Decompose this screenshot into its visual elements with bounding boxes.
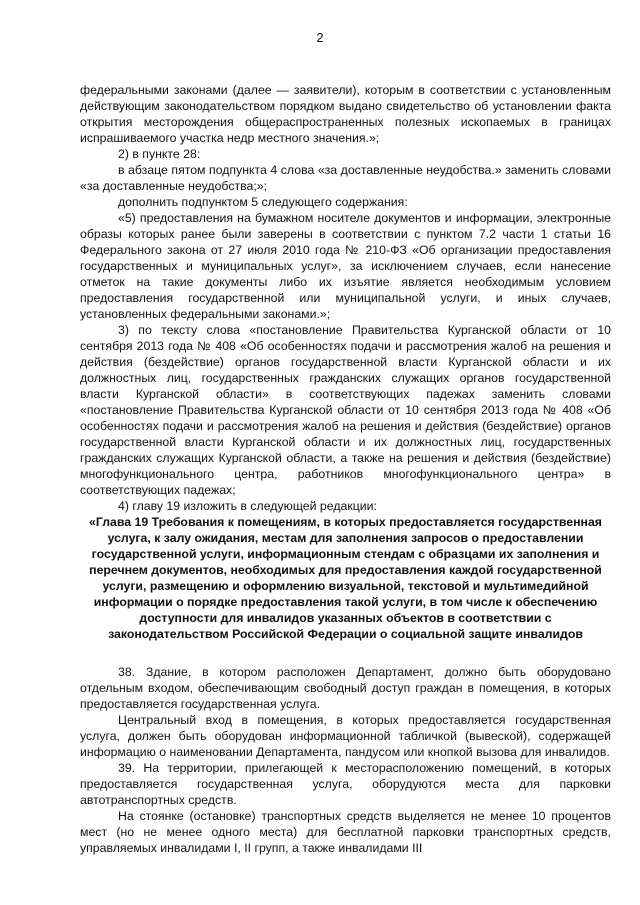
paragraph: На стоянке (остановке) транспортных средств выделяется не менее 10 процентов мест (но не менее одного места) для бесплатной парковки транспортных средств, управляемых инвалидами I, II групп, а также инвалидами III (80, 809, 611, 855)
paragraph: федеральными законами (далее — заявители), которым в соответствии с установленным действующим законодательством порядком выдано свидетельство об установлении факта открытия месторождения общераспространенных полезных ископаемых в границах испрашиваемого участка недр местного значения.»; (80, 83, 611, 145)
section-spacer (80, 642, 611, 664)
page-number: 2 (316, 30, 324, 45)
paragraph: 39. На территории, прилегающей к месторасположению помещений, в которых предоставляется государственная услуга, оборудуются места для парковки автотранспортных средств. (80, 761, 611, 807)
paragraph: дополнить подпунктом 5 следующего содержания: (118, 195, 408, 209)
paragraph: 3) по тексту слова «постановление Правительства Курганской области от 10 сентября 2013 года № 408 «Об особенностях подачи и рассмотрения жалоб на решения и действия (бездействие) органов государственной власти Курганской области и их должностных лиц, государственных гражданских служащих органов государственной власти Курганской области» в соответствующих падежах заменить словами «постановление Правительства Курганской области от 10 сентября 2013 года № 408 «Об особенностях подачи и рассмотрения жалоб на решения и действия (бездействие) органов государственной власти Курганской области и их должностных лиц, государственных гражданских служащих Курганской области, а также на решения и действия (бездействие) многофункционального центра, работников многофункционального центра» в соответствующих падежах; (80, 323, 611, 497)
paragraph: 38. Здание, в котором расположен Департамент, должно быть оборудовано отдельным входом, обеспечивающим свободный доступ граждан в помещения, в которых предоставляется государственная услуга. (80, 665, 611, 711)
paragraph: Центральный вход в помещения, в которых предоставляется государственная услуга, должен быть оборудован информационной табличкой (вывеской), содержащей информацию о наименовании Департамента, пандусом или кнопкой вызова для инвалидов. (80, 713, 611, 759)
chapter-heading: «Глава 19 Требования к помещениям, в которых предоставляется государственная услуга, к залу ожидания, местам для заполнения запросов о предоставлении государственной услуги, информационным стендам с образцами их заполнения и перечнем документов, необходимых для предоставления каждой государственной услуги, размещению и оформлению визуальной, текстовой и мультимедийной информации о порядке предоставления такой услуги, в том числе к обеспечению доступности для инвалидов указанных объектов в соответствии с законодательством Российской Федерации о социальной защите инвалидов (89, 515, 602, 641)
paragraph: 4) главу 19 изложить в следующей редакции: (118, 499, 377, 513)
paragraph: 2) в пункте 28: (118, 147, 201, 161)
paragraph: «5) предоставления на бумажном носителе документов и информации, электронные образы которых ранее были заверены в соответствии с пунктом 7.2 части 1 статьи 16 Федерального закона от 27 июля 2010 года № 210-ФЗ «Об организации предоставления государственных и муниципальных услуг», за исключением случаев, если нанесение отметок на такие документы либо их изъятие является необходимым условием предоставления государственной или муниципальной услуги, и иных случаев, установленных федеральными законами.»; (80, 211, 611, 321)
paragraph: в абзаце пятом подпункта 4 слова «за доставленные неудобства.» заменить словами «за доставленные неудобства;»; (80, 163, 611, 193)
document-body (80, 82, 611, 856)
